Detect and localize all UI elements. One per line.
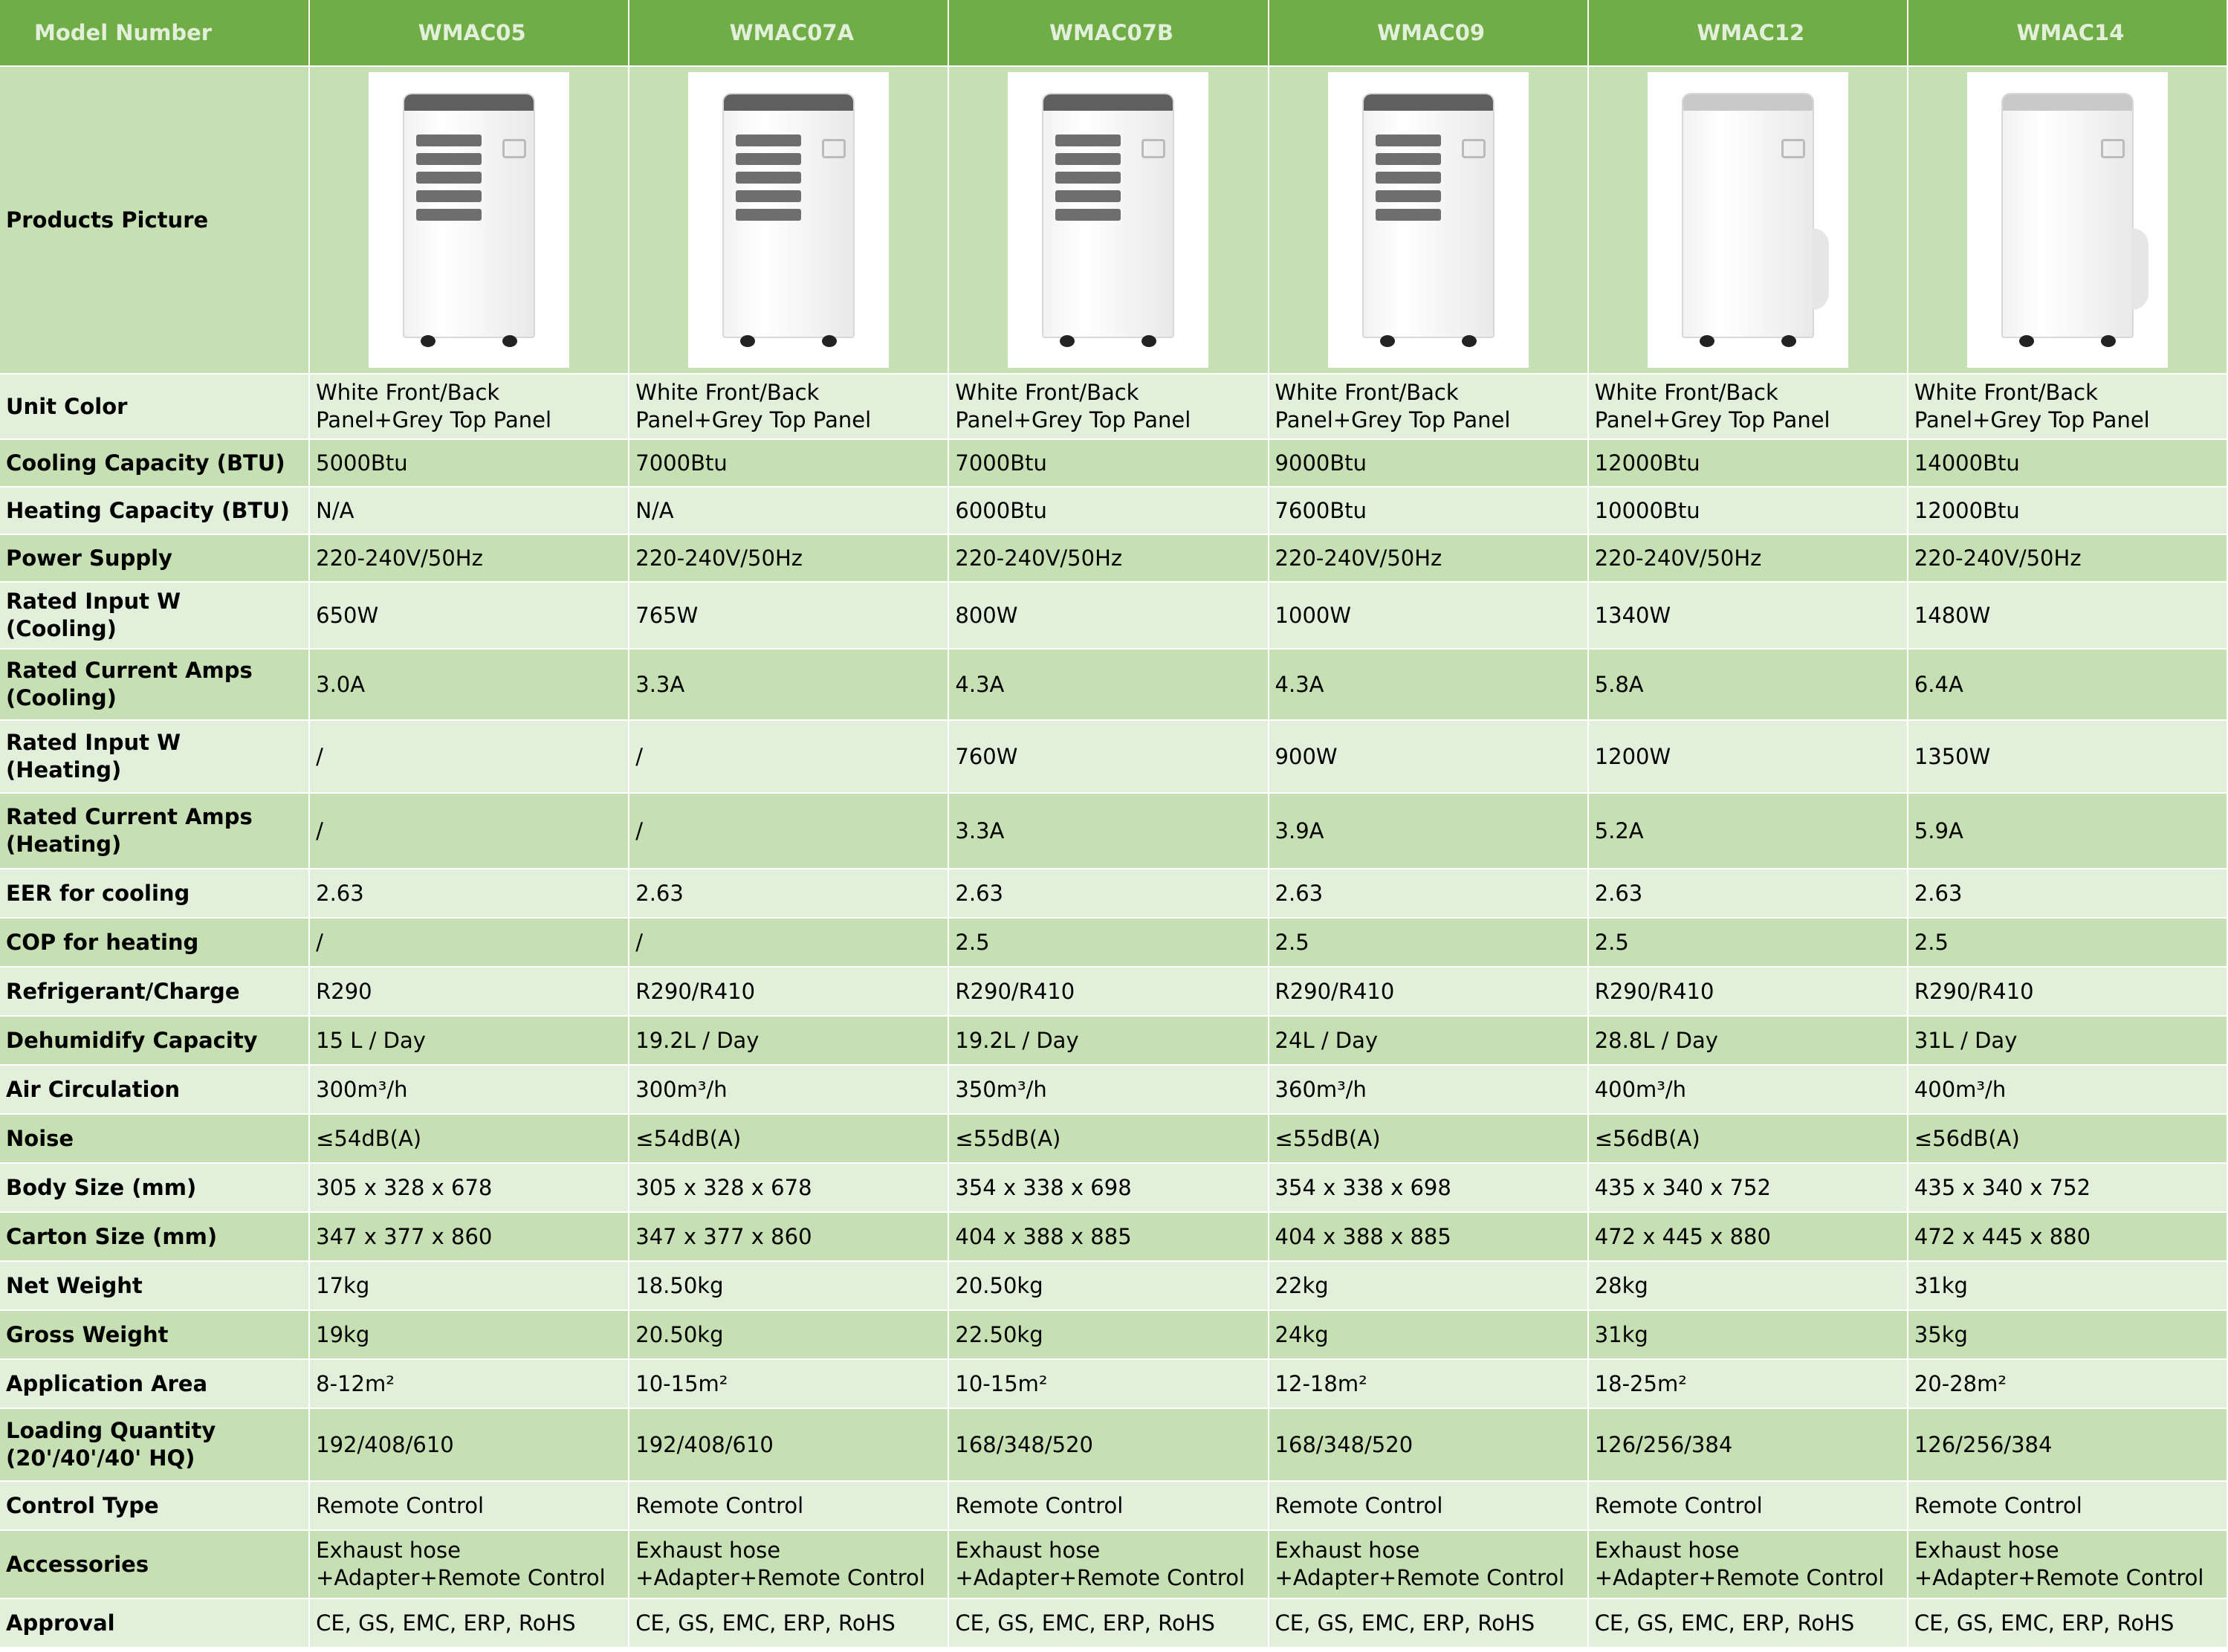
table-row	[0, 869, 2227, 918]
spec-value: 2.5	[1269, 918, 1588, 967]
spec-value: 2.5	[948, 918, 1268, 967]
spec-value: 800W	[948, 582, 1268, 649]
spec-value: N/A	[629, 487, 948, 534]
table-row	[0, 1163, 2227, 1212]
spec-value: 19.2L / Day	[948, 1016, 1268, 1065]
model-header: WMAC09	[1269, 0, 1588, 66]
spec-value: 1350W	[1908, 720, 2227, 793]
row-label: Air Circulation	[0, 1065, 309, 1114]
spec-value: 15 L / Day	[309, 1016, 629, 1065]
table-row	[0, 1359, 2227, 1408]
spec-value: Remote Control	[309, 1481, 629, 1530]
spec-value: ≤54dB(A)	[309, 1114, 629, 1163]
spec-value: 2.5	[1588, 918, 1908, 967]
row-label: Control Type	[0, 1481, 309, 1530]
spec-value: 220-240V/50Hz	[629, 534, 948, 582]
spec-value: /	[629, 793, 948, 869]
product-picture-cell	[1908, 66, 2227, 374]
spec-value: 360m³/h	[1269, 1065, 1588, 1114]
spec-value: White Front/Back Panel+Grey Top Panel	[1588, 374, 1908, 439]
spec-value: 18-25m²	[1588, 1359, 1908, 1408]
spec-value: R290/R410	[1908, 967, 2227, 1016]
spec-value: 19.2L / Day	[629, 1016, 948, 1065]
model-header: WMAC05	[309, 0, 629, 66]
row-label: Net Weight	[0, 1261, 309, 1310]
row-label: Loading Quantity (20'/40'/40' HQ)	[0, 1408, 309, 1481]
spec-value: 192/408/610	[629, 1408, 948, 1481]
table-row	[0, 487, 2227, 534]
table-row	[0, 1212, 2227, 1261]
spec-value: White Front/Back Panel+Grey Top Panel	[309, 374, 629, 439]
spec-value: 10-15m²	[629, 1359, 948, 1408]
table-row	[0, 1016, 2227, 1065]
spec-value: Exhaust hose +Adapter+Remote Control	[1269, 1530, 1588, 1598]
spec-value: 4.3A	[1269, 649, 1588, 720]
spec-value: CE, GS, EMC, ERP, RoHS	[629, 1598, 948, 1648]
spec-value: Remote Control	[1588, 1481, 1908, 1530]
spec-value: 31kg	[1588, 1310, 1908, 1359]
product-image	[1008, 72, 1208, 368]
table-row	[0, 1530, 2227, 1598]
spec-value: Exhaust hose +Adapter+Remote Control	[629, 1530, 948, 1598]
product-picture-cell	[1269, 66, 1588, 374]
spec-value: 220-240V/50Hz	[309, 534, 629, 582]
spec-value: CE, GS, EMC, ERP, RoHS	[1908, 1598, 2227, 1648]
spec-value: 2.5	[1908, 918, 2227, 967]
spec-value: ≤55dB(A)	[948, 1114, 1268, 1163]
spec-value: 347 x 377 x 860	[629, 1212, 948, 1261]
spec-value: R290/R410	[948, 967, 1268, 1016]
spec-value: 24L / Day	[1269, 1016, 1588, 1065]
spec-value: 347 x 377 x 860	[309, 1212, 629, 1261]
spec-value: 305 x 328 x 678	[629, 1163, 948, 1212]
spec-value: 350m³/h	[948, 1065, 1268, 1114]
spec-value: 6000Btu	[948, 487, 1268, 534]
spec-value: 220-240V/50Hz	[1908, 534, 2227, 582]
spec-value: ≤56dB(A)	[1908, 1114, 2227, 1163]
spec-value: 220-240V/50Hz	[948, 534, 1268, 582]
spec-value: Remote Control	[948, 1481, 1268, 1530]
spec-value: 435 x 340 x 752	[1588, 1163, 1908, 1212]
table-row	[0, 967, 2227, 1016]
spec-value: 400m³/h	[1908, 1065, 2227, 1114]
spec-value: 22kg	[1269, 1261, 1588, 1310]
spec-value: 28kg	[1588, 1261, 1908, 1310]
spec-value: 3.3A	[629, 649, 948, 720]
spec-value: 9000Btu	[1269, 439, 1588, 487]
row-label: Rated Current Amps (Cooling)	[0, 649, 309, 720]
spec-value: 168/348/520	[1269, 1408, 1588, 1481]
spec-value: 7000Btu	[948, 439, 1268, 487]
spec-value: 1000W	[1269, 582, 1588, 649]
air-conditioner-unit	[1362, 93, 1494, 338]
spec-value: /	[309, 793, 629, 869]
spec-value: 31L / Day	[1908, 1016, 2227, 1065]
spec-value: 5.2A	[1588, 793, 1908, 869]
spec-value: 760W	[948, 720, 1268, 793]
row-label: Body Size (mm)	[0, 1163, 309, 1212]
row-label: Refrigerant/Charge	[0, 967, 309, 1016]
spec-value: 10-15m²	[948, 1359, 1268, 1408]
spec-value: 5.9A	[1908, 793, 2227, 869]
spec-value: 28.8L / Day	[1588, 1016, 1908, 1065]
spec-value: 435 x 340 x 752	[1908, 1163, 2227, 1212]
spec-value: 404 x 388 x 885	[948, 1212, 1268, 1261]
header-label: Model Number	[0, 0, 309, 66]
air-conditioner-unit	[2001, 93, 2134, 338]
spec-value: Exhaust hose +Adapter+Remote Control	[1908, 1530, 2227, 1598]
product-picture-cell	[1588, 66, 1908, 374]
table-row	[0, 1114, 2227, 1163]
table-row	[0, 534, 2227, 582]
spec-value: CE, GS, EMC, ERP, RoHS	[1269, 1598, 1588, 1648]
spec-value: /	[309, 720, 629, 793]
spec-value: 18.50kg	[629, 1261, 948, 1310]
spec-value: CE, GS, EMC, ERP, RoHS	[309, 1598, 629, 1648]
table-row	[0, 1408, 2227, 1481]
spec-value: White Front/Back Panel+Grey Top Panel	[948, 374, 1268, 439]
spec-value: 35kg	[1908, 1310, 2227, 1359]
spec-value: White Front/Back Panel+Grey Top Panel	[629, 374, 948, 439]
table-row	[0, 1310, 2227, 1359]
row-label: Unit Color	[0, 374, 309, 439]
spec-value: 1200W	[1588, 720, 1908, 793]
spec-value: 7600Btu	[1269, 487, 1588, 534]
spec-value: 20.50kg	[948, 1261, 1268, 1310]
model-header: WMAC07A	[629, 0, 948, 66]
row-label: Products Picture	[0, 66, 309, 374]
spec-value: Exhaust hose +Adapter+Remote Control	[948, 1530, 1268, 1598]
spec-value: 126/256/384	[1908, 1408, 2227, 1481]
spec-value: 765W	[629, 582, 948, 649]
spec-value: 8-12m²	[309, 1359, 629, 1408]
spec-value: 1480W	[1908, 582, 2227, 649]
spec-value: 5.8A	[1588, 649, 1908, 720]
spec-value: 22.50kg	[948, 1310, 1268, 1359]
table-row	[0, 1065, 2227, 1114]
table-row	[0, 720, 2227, 793]
spec-value: 12-18m²	[1269, 1359, 1588, 1408]
spec-value: 12000Btu	[1588, 439, 1908, 487]
spec-value: 300m³/h	[629, 1065, 948, 1114]
spec-value: White Front/Back Panel+Grey Top Panel	[1269, 374, 1588, 439]
spec-value: ≤55dB(A)	[1269, 1114, 1588, 1163]
spec-value: 192/408/610	[309, 1408, 629, 1481]
spec-value: CE, GS, EMC, ERP, RoHS	[1588, 1598, 1908, 1648]
row-label: Rated Input W (Cooling)	[0, 582, 309, 649]
spec-value: 354 x 338 x 698	[1269, 1163, 1588, 1212]
spec-value: 3.0A	[309, 649, 629, 720]
spec-value: ≤56dB(A)	[1588, 1114, 1908, 1163]
spec-value: R290/R410	[1269, 967, 1588, 1016]
row-label: Gross Weight	[0, 1310, 309, 1359]
spec-value: 404 x 388 x 885	[1269, 1212, 1588, 1261]
spec-value: Remote Control	[629, 1481, 948, 1530]
spec-value: Exhaust hose +Adapter+Remote Control	[1588, 1530, 1908, 1598]
table-header	[0, 0, 2227, 66]
spec-value: N/A	[309, 487, 629, 534]
row-label: Rated Input W (Heating)	[0, 720, 309, 793]
row-label: Approval	[0, 1598, 309, 1648]
spec-value: R290/R410	[629, 967, 948, 1016]
spec-value: 5000Btu	[309, 439, 629, 487]
table-body	[0, 66, 2227, 1648]
table-row	[0, 582, 2227, 649]
spec-value: White Front/Back Panel+Grey Top Panel	[1908, 374, 2227, 439]
spec-value: 2.63	[309, 869, 629, 918]
model-header: WMAC14	[1908, 0, 2227, 66]
spec-value: 220-240V/50Hz	[1588, 534, 1908, 582]
product-image	[1967, 72, 2168, 368]
spec-value: 472 x 445 x 880	[1588, 1212, 1908, 1261]
spec-value: 14000Btu	[1908, 439, 2227, 487]
spec-value: 2.63	[948, 869, 1268, 918]
row-label: EER for cooling	[0, 869, 309, 918]
spec-value: 900W	[1269, 720, 1588, 793]
spec-value: 24kg	[1269, 1310, 1588, 1359]
row-label: Heating Capacity (BTU)	[0, 487, 309, 534]
spec-value: 3.3A	[948, 793, 1268, 869]
spec-value: 6.4A	[1908, 649, 2227, 720]
spec-value: 126/256/384	[1588, 1408, 1908, 1481]
row-label: Dehumidify Capacity	[0, 1016, 309, 1065]
spec-value: 305 x 328 x 678	[309, 1163, 629, 1212]
spec-value: 354 x 338 x 698	[948, 1163, 1268, 1212]
product-picture-cell	[309, 66, 629, 374]
table-row	[0, 793, 2227, 869]
spec-value: 472 x 445 x 880	[1908, 1212, 2227, 1261]
spec-value: R290	[309, 967, 629, 1016]
spec-value: 10000Btu	[1588, 487, 1908, 534]
spec-value: /	[629, 918, 948, 967]
spec-value: Remote Control	[1269, 1481, 1588, 1530]
row-label: Application Area	[0, 1359, 309, 1408]
spec-value: R290/R410	[1588, 967, 1908, 1016]
spec-value: 31kg	[1908, 1261, 2227, 1310]
table-row	[0, 439, 2227, 487]
table-row	[0, 1481, 2227, 1530]
spec-value: 7000Btu	[629, 439, 948, 487]
table-row	[0, 374, 2227, 439]
table-row	[0, 649, 2227, 720]
spec-value: Remote Control	[1908, 1481, 2227, 1530]
air-conditioner-unit	[1682, 93, 1814, 338]
spec-value: 300m³/h	[309, 1065, 629, 1114]
row-label: Power Supply	[0, 534, 309, 582]
spec-value: 17kg	[309, 1261, 629, 1310]
spec-value: 20.50kg	[629, 1310, 948, 1359]
air-conditioner-unit	[403, 93, 535, 338]
row-label: Rated Current Amps (Heating)	[0, 793, 309, 869]
table-row	[0, 1261, 2227, 1310]
pictures-row	[0, 66, 2227, 374]
row-label: Accessories	[0, 1530, 309, 1598]
product-image	[1648, 72, 1848, 368]
product-picture-cell	[948, 66, 1268, 374]
table-row	[0, 918, 2227, 967]
air-conditioner-unit	[1042, 93, 1174, 338]
spec-value: 19kg	[309, 1310, 629, 1359]
product-image	[688, 72, 889, 368]
spec-value: /	[629, 720, 948, 793]
spec-value: 4.3A	[948, 649, 1268, 720]
spec-value: ≤54dB(A)	[629, 1114, 948, 1163]
spec-value: 650W	[309, 582, 629, 649]
model-header: WMAC12	[1588, 0, 1908, 66]
spec-value: 1340W	[1588, 582, 1908, 649]
spec-value: Exhaust hose +Adapter+Remote Control	[309, 1530, 629, 1598]
product-image	[369, 72, 569, 368]
spec-value: 400m³/h	[1588, 1065, 1908, 1114]
spec-value: 12000Btu	[1908, 487, 2227, 534]
table-row	[0, 1598, 2227, 1648]
product-picture-cell	[629, 66, 948, 374]
spec-value: CE, GS, EMC, ERP, RoHS	[948, 1598, 1268, 1648]
spec-value: 3.9A	[1269, 793, 1588, 869]
spec-value: 2.63	[1269, 869, 1588, 918]
row-label: Cooling Capacity (BTU)	[0, 439, 309, 487]
air-conditioner-unit	[722, 93, 855, 338]
row-label: Noise	[0, 1114, 309, 1163]
spec-value: 168/348/520	[948, 1408, 1268, 1481]
spec-value: 220-240V/50Hz	[1269, 534, 1588, 582]
spec-value: 2.63	[1908, 869, 2227, 918]
product-image	[1328, 72, 1529, 368]
row-label: Carton Size (mm)	[0, 1212, 309, 1261]
row-label: COP for heating	[0, 918, 309, 967]
spec-value: 2.63	[1588, 869, 1908, 918]
model-header: WMAC07B	[948, 0, 1268, 66]
spec-value: 2.63	[629, 869, 948, 918]
spec-value: /	[309, 918, 629, 967]
spec-value: 20-28m²	[1908, 1359, 2227, 1408]
